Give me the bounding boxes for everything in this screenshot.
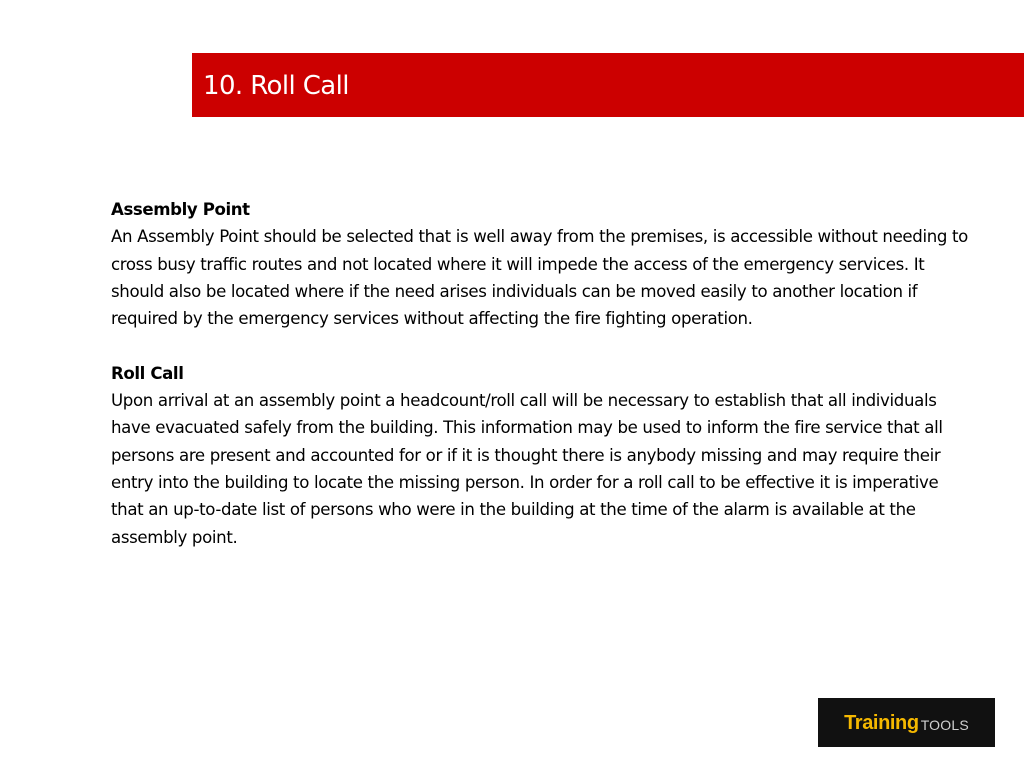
logo-sub-text: TOOLS	[920, 717, 969, 733]
section-assembly-point	[111, 196, 971, 332]
section-heading: Roll Call	[111, 363, 184, 383]
title-banner	[192, 53, 1024, 117]
section-body: An Assembly Point should be selected that is well away from the premises, is accessible without needing to cross busy traffic routes and not located where it will impede the access of the emergency services. It should also be located where if the need arises individuals can be moved easily to another location if required by the emergency services without affecting the fire fighting operation.	[111, 227, 968, 329]
section-roll-call	[111, 360, 971, 551]
section-heading: Assembly Point	[111, 200, 250, 219]
slide-content	[111, 196, 971, 551]
training-tools-logo	[818, 698, 995, 747]
slide-title: 10. Roll Call	[203, 71, 349, 101]
section-body: Upon arrival at an assembly point a headcount/roll call will be necessary to establish that all individuals have evacuated safely from the building. This information may be used to inform the fire service that all persons are present and accounted for or if it is thought there is anybody missing and may require their entry into the building to locate the missing person. In order for a roll call to be effective it is imperative that an up-to-date list of persons who were in the building at the time of the alarm is available at the assembly point.	[111, 391, 943, 547]
logo-main-text: Training	[844, 712, 919, 734]
section-spacer	[111, 332, 971, 359]
